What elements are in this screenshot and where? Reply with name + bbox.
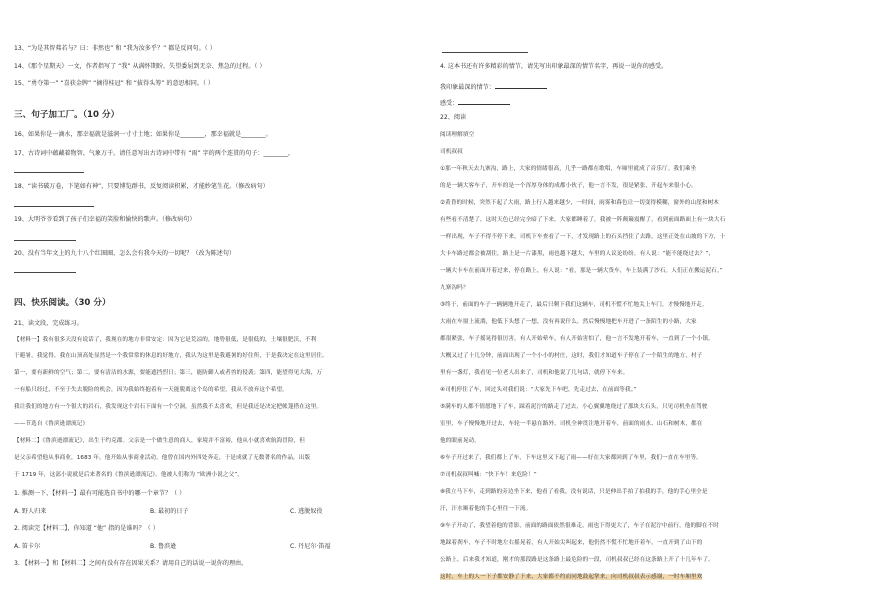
option-c1: C. 逃脱奴役 [290,508,323,515]
option-a2: A. 笛卡尔 [14,543,41,550]
passage-p3-line-4: 大概又过了十几分钟，前面出现了一个小小的村庄，这时，我们才知道车子停在了一个陌生的地方，村子 [440,353,703,359]
feeling-text: 感受： [440,100,459,107]
question-16: 16、如果你是一滴水，那幸福就是滋润一寸寸土地；如果你是________，那幸福就是________。 [14,131,272,138]
highlighted-sentence: 这时，车上的人一下子都安静了下来，大家都不约而同地鼓起掌来，向司机叔叔表示感谢，一时车厢里欢 [440,574,703,580]
material-1-line-1: 【材料一】我有很多天没有说话了，我现在的地方非常安定：因为它是荒凉的，地势很低，是很低的，土壤很肥沃，不利 [14,337,317,343]
passage-p9-line-1: ⑨车子开动了，我望着他的背影，前面的路面依然很难走，雨也下得更大了，车子在泥泞中前行，他的脚在不时 [440,523,720,529]
answer-line-18 [14,206,94,207]
passage-p9-line-3: 公路上。后来我才知道，刚才的那段路是这条路上最危险的一段，司机叔叔已经在这条路上开了十几年车了。 [440,557,714,563]
passage-p6-line-1: ⑥车子开过来了，我们都上了车，下车这里又下起了雨——好在大家都回到了车里，我们一直在车里等。 [440,455,702,461]
material-1-line-3: 第一，要有新鲜的空气；第二，要有清洁的水源，要能遮挡烈日；第三，能防御人或者兽的侵袭；第四，能望得见大海，万 [14,370,323,376]
material-1-source: ——节选自《鲁滨逊漂流记》 [14,421,89,427]
passage-p8-line-2: 汗，汗水顺着他的手心里往一下流。 [440,506,532,512]
passage-p3-line-3: 都很紧张，车子摇晃得很厉害，有人开始晕车，有人开始害怕了，他一言不发地开着车，一直到了一个小镇。 [440,336,714,342]
passage-p2-line-3: 一样出现，车子不得不停下来，司机下车查看了一下，才发现路上的石头挡住了去路，这里正处在山坡的下方，十 [440,234,726,240]
question-18: 18、“读书破万卷，下笔如有神”，只要博览群书，反复阅读积累，才能妙笔生花。（修改病句） [14,183,269,190]
favorite-plot-blank [495,82,547,89]
passage-p8-line-1: ⑧我立马下车，走到路的旁边坐下来，他看了看我，没有说话，只是伸出手拍了拍我的手，他的手心里全是 [440,489,708,495]
answer-line-20 [14,272,76,273]
passage-p5-line-2: 室里，车子慢慢地开过去，车轮一半悬在路外，司机全神贯注地开着车，前面的雨水、山石和树木，都在 [440,421,703,427]
answer-line-19 [14,240,76,241]
material-2-line-1: 【材料二】《鲁滨逊漂流记》，出生于约克郡。父亲是一个做生意的商人，家境并不富裕，他从小就喜欢航海冒险，但 [14,438,306,444]
passage-p4-line-1: ④司机停住了车，回过头对我们说：“大家先下车吧，先走过去，在前面等我。” [440,387,637,393]
feeling-label [440,98,510,108]
question-19: 19、大明爷爷看到了孩子们幸福的笑脸和愉快的歌声。（修改病句） [14,216,196,223]
favorite-plot-label [440,82,547,92]
question-21-1: 1. 推测一下，【材料一】最有可能选自书中的哪一个章节？（ ） [14,490,186,497]
passage-p2-line-6: 九寨沟吗？ [440,285,469,291]
section-4-heading: 四、快乐阅读。（30 分） [14,298,111,308]
passage-p2-line-2: 有些看不清楚了，这时天色已经完全暗了下来，大家都睡着了，我被一阵颠簸震醒了，看到前面路面上有一块大石 [440,217,726,223]
passage-p2-line-5: 一辆大卡车在前面开着过来，停在路上，有人说：“看，那是一辆大货车，车上装满了沙石。人们正在搬运泥石。” [440,268,723,274]
passage-p3-line-5: 里有一盏灯，我看见一位老人出来了，司机和他说了几句话，就停下车来。 [440,370,629,376]
favorite-plot-text: 我印象最深的情节： [440,84,495,91]
material-1-line-5: 我让我们的地方有一个很大的岩石，我发现这个岩石下面有一个空洞，虽然我不太喜欢，但是我还是决定把帐篷搭在这里。 [14,404,323,410]
reading-subheading: 阅读理解填空 [440,132,475,138]
option-b1: B. 最初的日子 [150,508,189,515]
passage-p5-line-1: ⑤满车的人都不情愿地下了车，踩着泥泞的路走了过去，小心翼翼地绕过了那块大石头，只见司机坐在驾驶 [440,404,708,410]
question-15: 15、“勇夺第一” “喜获金牌” “摘得桂冠” 和 “拔得头筹” 的意思相同。（ ） [14,80,215,87]
passage-p3-line-1: ③终于，前面的车子一辆辆地开走了，最后只剩下我们这辆车，司机不慌不忙地关上车门，才慢慢地开走。 [440,302,708,308]
question-21-2: 2. 阅读完【材料二】，你知道 “他” 指的是谁吗？（ ） [14,525,159,532]
material-2-line-3: 于 1719 年，这部小说就是后来著名的《鲁滨逊漂流记》。他被人们称为 “欧洲小说之父”。 [14,472,243,478]
question-22: 22、阅读 [440,114,467,121]
passage-p9-line-4 [440,573,702,581]
passage-title: 司机叔叔 [440,149,463,155]
question-21: 21、读文段，完成练习。 [14,320,83,327]
question-21-3: 3. 【材料一】和【材料二】之间有没有存在因果关系？请用自己的话说一说你的理由。 [14,560,248,567]
question-14: 14、《那个星期天》一文，作者指写了 “我” 从满怀期盼、失望委屈到无奈、焦急的过程。（ ） [14,63,266,70]
feeling-blank [458,98,510,105]
material-2-line-2: 是父亲希望他从事商业，1683 年，他开始从事商业活动。他曾在国内外四处奔走，于是成就了无数著名的作品，出版 [14,455,311,461]
option-a1: A. 野人归来 [14,508,47,515]
answer-line-17 [14,172,84,173]
passage-p2-line-4: 大卡车路过都会被刮住，路上是一片漆黑，雨也越下越大，车里的人议论纷纷，有人说：“能不能绕过去？”， [440,251,715,257]
option-c2: C. 丹尼尔·笛福 [290,543,331,550]
material-1-line-4: 一有船只经过，不至于失去脱险的机会，因为我始终抱着有一天能脱离这个岛的希望，我从不放弃这个希望。 [14,387,288,393]
question-13: 13、“为是其智弗若与？曰：非然也” 和 “我为汝多乎？” 都是反问句。（ ） [14,45,216,52]
question-21-4: 4. 这本书还有许多精彩的情节，请先写出印象最深的情节名字，再说一说你的感受。 [440,63,668,70]
answer-line-21-3 [442,52,528,53]
question-17: 17、古诗词中蕴藏着物智、气象万千。请任意写出古诗词中带有 “雨” 字的两个连贯的句子：________， [14,150,294,157]
material-1-line-2: 于避暑，我觉得，我在山顶高处显然是一个我常常的休息的好地方，我认为这里是我避暑的好住所，于是我决定在这里居住。 [14,353,328,359]
passage-p9-line-2: 地踩着刹车，车子不时地左右摇晃着，有人开始尖叫起来，他仍然不慌不忙地开着车，一直开到了山下的 [440,540,703,546]
passage-p3-line-2: 大雨在车窗上流淌，他低下头想了一想，没有再说什么，然后慢慢地把车开进了一条陌生的小路，大家 [440,319,697,325]
option-b2: B. 鲁滨逊 [150,543,177,550]
section-3-heading: 三、句子加工厂。（10 分） [14,110,120,120]
passage-p5-line-3: 他的眼前晃动。 [440,438,480,444]
passage-p7-line-1: ⑦司机叔叔叫喊：“快下车！来危险！” [440,472,537,478]
passage-p1-line-2: 的是一辆大客车子，开车的是一个浑厚身体的成都小伙子，他一言不发，很是紧张，开起车来很小心。 [440,183,697,189]
question-20: 20、没有当年文上的九十八个红圈圈，怎么会有我今天的一切呢？（改为陈述句） [14,250,236,257]
passage-p1-line-1: ①那一年秋天去九寨沟，路上，大家的情绪很高，几乎一路都在歌唱，车厢里就成了音乐厅。我们乘坐 [440,166,697,172]
passage-p2-line-1: ②黄昏的时候，突然下起了大雨，路上行人越来越少，一时间，雨雾和暮色让一切变得模糊，窗外的山崖和树木 [440,200,720,206]
